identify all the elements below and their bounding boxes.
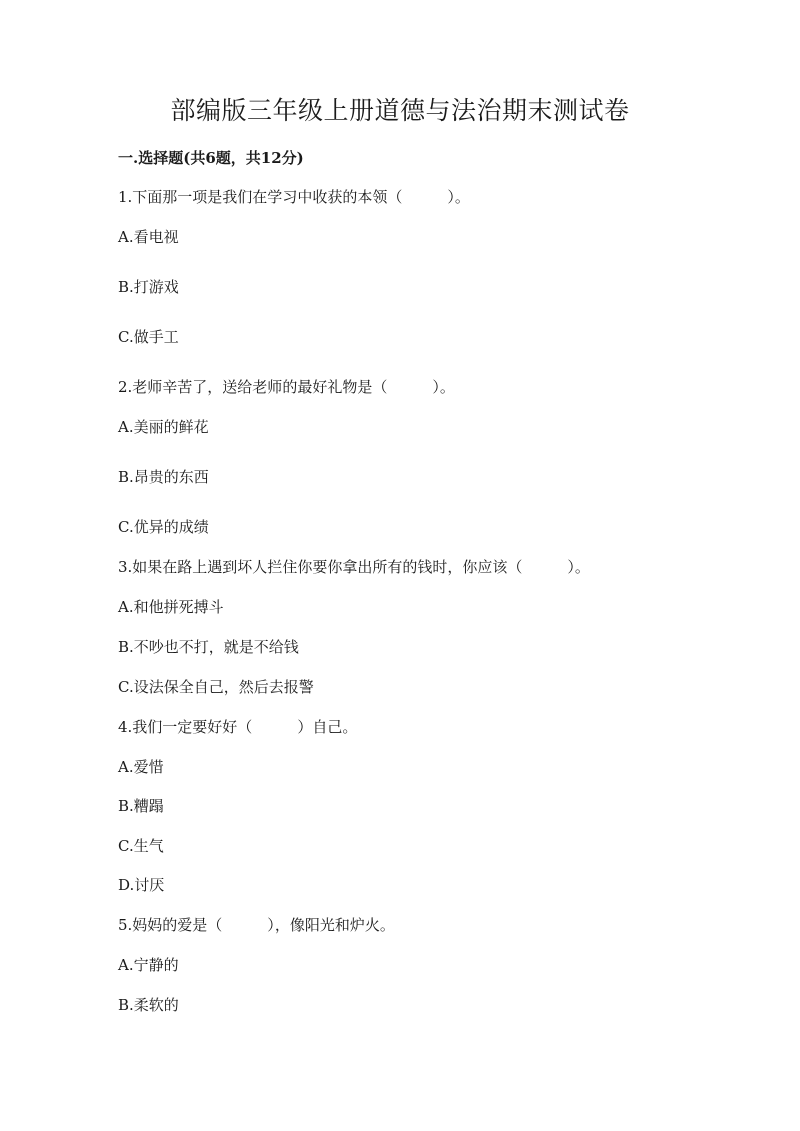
question-option: C.生气 [118, 837, 164, 855]
question-option: B.柔软的 [118, 996, 179, 1014]
question-option: A.爱惜 [118, 758, 164, 776]
question-option: D.讨厌 [118, 876, 165, 894]
question-option: A.看电视 [118, 228, 179, 246]
question-option: A.和他拼死搏斗 [118, 598, 224, 616]
question-option: A.美丽的鲜花 [118, 418, 209, 436]
question-stem: 4.我们一定要好好（ ）自己。 [118, 718, 358, 736]
question-stem: 5.妈妈的爱是（ ），像阳光和炉火。 [118, 916, 395, 934]
question-option: B.打游戏 [118, 278, 179, 296]
question-option: A.宁静的 [118, 956, 179, 974]
question-option: B.不吵也不打，就是不给钱 [118, 638, 299, 656]
question-option: C.优异的成绩 [118, 518, 209, 536]
section-header: 一.选择题(共6题，共12分) [118, 149, 304, 167]
question-stem: 1.下面那一项是我们在学习中收获的本领（ ）。 [118, 188, 470, 206]
question-stem: 3.如果在路上遇到坏人拦住你要你拿出所有的钱时，你应该（ ）。 [118, 558, 590, 576]
question-option: B.昂贵的东西 [118, 468, 209, 486]
question-option: C.设法保全自己，然后去报警 [118, 678, 314, 696]
question-stem: 2.老师辛苦了，送给老师的最好礼物是（ ）。 [118, 378, 455, 396]
question-option: B.糟蹋 [118, 797, 164, 815]
page-title: 部编版三年级上册道德与法治期末测试卷 [170, 96, 630, 125]
question-option: C.做手工 [118, 328, 179, 346]
